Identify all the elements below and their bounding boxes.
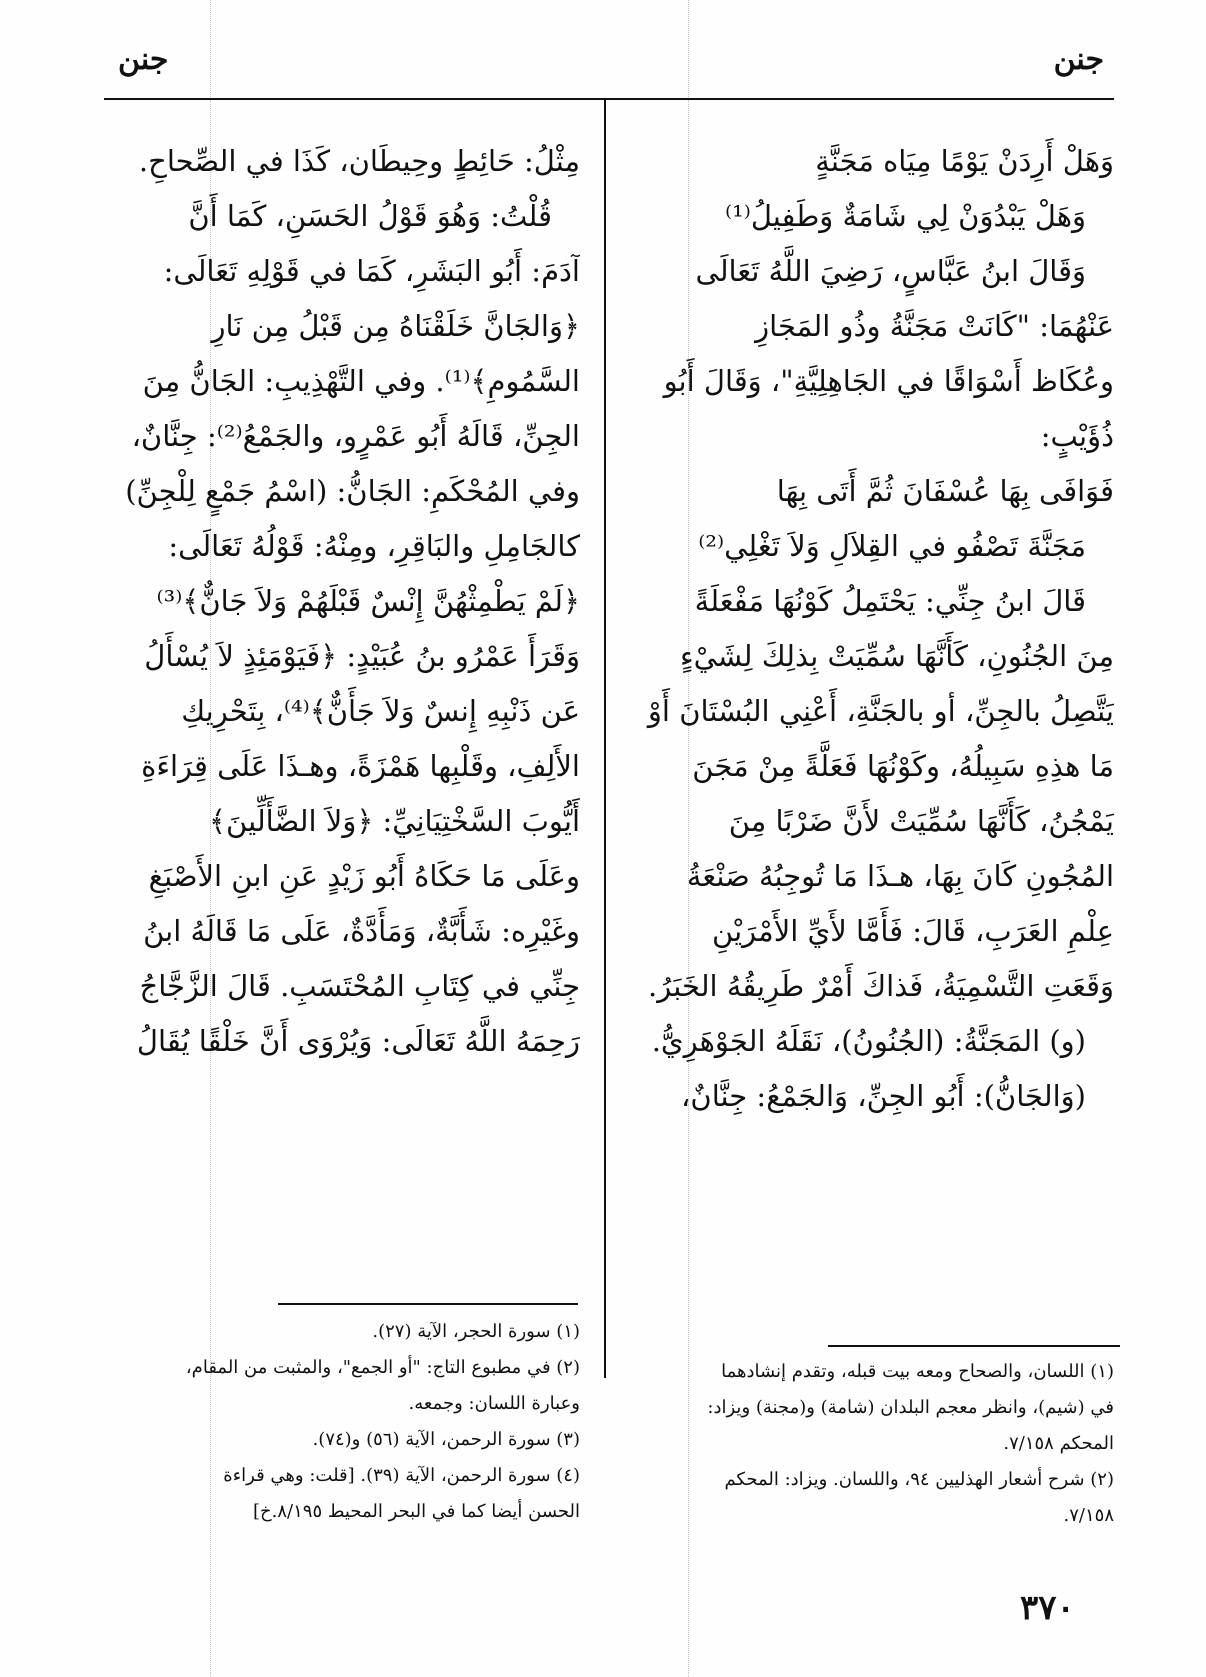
page-number: ٣٧٠ bbox=[1020, 1588, 1075, 1628]
text-line: فَوَافَى بِهَا عُسْفَانَ ثُمَّ أَتَى بِهَا bbox=[776, 474, 1114, 508]
footnote-line: (١) سورة الحجر، الآية (٢٧). bbox=[372, 1321, 580, 1342]
text-line: وغَيْرِه: شَأَبَّةٌ، وَمَأَدَّةٌ، عَلَى مَا قَالَهُ ابنُ bbox=[143, 914, 580, 948]
running-header-right: جنن bbox=[1053, 42, 1104, 77]
footnote-line: في (شيم)، وانظر معجم البلدان (شامة) و(مجنة) ويزاد: bbox=[707, 1397, 1114, 1418]
footnote-rule-left bbox=[278, 1303, 578, 1305]
text-line: وَهَلْ يَبْدُوَنْ لِي شَامَةٌ وَطَفِيلُ⁽¹⁾ bbox=[724, 199, 1086, 233]
text-line: مِثْلُ: حَائِطٍ وحِيطَان، كَذَا في الصِّحاحِ. bbox=[138, 144, 580, 178]
footnote-line: (٢) في مطبوع التاج: "أو الجمع"، والمثبت من المقام، bbox=[185, 1357, 580, 1378]
footnote-line: ٧/١٥٨. bbox=[1063, 1505, 1114, 1526]
text-line: وَهَلْ أَرِدَنْ يَوْمًا مِيَاه مَجَنَّةٍ bbox=[815, 144, 1114, 178]
text-line: (وَالجَانُّ): أَبُو الجِنِّ، وَالجَمْعُ: جِنَّانٌ، bbox=[681, 1079, 1086, 1113]
text-line: يَتَّصِلُ بالجِنِّ، أو بالجَنَّةِ، أَعْنِي البُسْتَانَ أَوْ bbox=[647, 694, 1114, 728]
text-line: مَجَنَّةَ تَصْفُو في القِلاَلِ وَلاَ تَغْلِي⁽²⁾ bbox=[698, 529, 1086, 563]
text-line: مِنَ الجُنُونِ، كَأَنَّهَا سُمِّيَتْ بِذلِكَ لِشَيْءٍ bbox=[680, 639, 1114, 673]
column-divider bbox=[604, 98, 606, 1378]
text-line: عِلْمِ العَرَبِ، قَالَ: فَأَمَّا لأَيِّ الأَمْرَيْنِ bbox=[712, 914, 1114, 948]
text-line: عَنْهُمَا: "كَانَتْ مَجَنَّةُ وذُو المَجَازِ bbox=[755, 309, 1114, 343]
footnote-rule-right bbox=[828, 1345, 1120, 1347]
text-line: آدَمَ: أَبُو البَشَرِ، كَمَا في قَوْلِهِ تَعَالَى: bbox=[163, 254, 580, 288]
text-line: أَيُّوبَ السَّخْتِيَانِيِّ: ﴿وَلاَ الضَّأَلِّينَ﴾ bbox=[209, 804, 580, 838]
right-footnotes bbox=[624, 1354, 1114, 1534]
text-line: وَقَعَتِ التَّسْمِيَةُ، فَذاكَ أَمْرٌ طَرِيقُهُ الخَبَرُ. bbox=[648, 969, 1114, 1003]
text-line: وَقَالَ ابنُ عَبَّاسٍ، رَضِيَ اللَّهُ تَعَالَى bbox=[695, 254, 1086, 288]
footnote-line: (٣) سورة الرحمن، الآية (٥٦) و(٧٤). bbox=[312, 1429, 580, 1450]
text-line: وَقَرَأَ عَمْرُو بنُ عُبَيْدٍ: ﴿فَيَوْمَئِذٍ لاَ يُسْأَلُ bbox=[144, 639, 580, 673]
text-line: مَا هذِهِ سَبِيلُهُ، وكَوْنُهَا فَعَلَّةً مِنْ مَجَنَ bbox=[692, 749, 1114, 783]
footnote-line: (٤) سورة الرحمن، الآية (٣٩). [قلت: وهي قراءة bbox=[223, 1465, 580, 1486]
left-column-text bbox=[110, 134, 580, 1069]
text-line: السَّمُومِ﴾⁽¹⁾. وفي التَّهْذِيبِ: الجَانُّ مِنَ bbox=[142, 364, 580, 398]
text-line: (و) المَجَنَّةُ: (الجُنُونُ)، نَقَلَهُ الجَوْهَرِيُّ. bbox=[651, 1024, 1086, 1058]
footnote-line: الحسن أيضا كما في البحر المحيط ٨/١٩٥.خ] bbox=[253, 1501, 580, 1522]
text-line: وعَلَى مَا حَكَاهُ أَبُو زَيْدٍ عَنِ ابنِ الأَصْبَغِ bbox=[148, 859, 580, 893]
footnote-line: المحكم ٧/١٥٨. bbox=[1003, 1433, 1114, 1454]
text-line: كالجَامِلِ والبَاقِرِ، ومِنْهُ: قَوْلُهُ تَعَالَى: bbox=[168, 529, 580, 563]
text-line: وعُكَاظ أَسْوَاقًا في الجَاهِلِيَّةِ"، وَقَالَ أَبُو bbox=[663, 364, 1114, 398]
text-line: الأَلِفِ، وقَلْبِها هَمْزَةً، وهـذَا عَلَى قِرَاءَةِ bbox=[141, 749, 580, 783]
text-line: جِنِّي في كِتَابِ المُحْتَسَبِ. قَالَ الزَّجَّاجُ bbox=[139, 969, 580, 1003]
right-column-text bbox=[626, 134, 1114, 1124]
left-footnotes bbox=[110, 1314, 580, 1530]
text-line: وفي المُحْكَمِ: الجَانُّ: (اسْمُ جَمْعٍ لِلْجِنِّ) bbox=[125, 474, 580, 508]
text-line: يَمْجُنُ، كَأَنَّهَا سُمِّيَتْ لأَنَّ ضَرْبًا مِنَ bbox=[728, 804, 1114, 838]
text-line: ﴿وَالجَانَّ خَلَقْنَاهُ مِن قَبْلُ مِن نَارِ bbox=[211, 309, 580, 343]
text-line: الجِنِّ، قَالَهُ أَبُو عَمْرٍو، والجَمْعُ⁽²⁾: جِنَّانٌ، bbox=[131, 419, 580, 453]
footnote-line: وعبارة اللسان: وجمعه. bbox=[408, 1393, 580, 1414]
text-line: قُلْتُ: وَهُوَ قَوْلُ الحَسَنِ، كَمَا أَنَّ bbox=[188, 199, 552, 233]
text-line: قَالَ ابنُ جِنِّي: يَحْتَمِلُ كَوْنُهَا مَفْعَلَةً bbox=[694, 584, 1086, 618]
text-line: رَحِمَهُ اللَّهُ تَعَالَى: وَيُرْوَى أَنَّ خَلْقًا يُقَالُ bbox=[136, 1024, 580, 1058]
running-header-left: جنن bbox=[118, 42, 169, 77]
text-line: ذُؤَيْبٍ: bbox=[1040, 419, 1114, 453]
text-line: عَن ذَنْبِهِ إِنسٌ وَلاَ جَأَنٌّ﴾⁽⁴⁾، بِتَحْرِيكِ bbox=[181, 694, 580, 728]
footnote-line: (١) اللسان، والصحاح ومعه بيت قبله، وتقدم إنشادهما bbox=[721, 1361, 1114, 1382]
text-line: المُجُونِ كَانَ بِهَا، هـذَا مَا تُوجِبُهُ صَنْعَةُ bbox=[686, 859, 1114, 893]
footnote-line: (٢) شرح أشعار الهذليين ٩٤، واللسان. ويزاد: المحكم bbox=[724, 1469, 1114, 1490]
text-line: ﴿لَمْ يَطْمِثْهُنَّ إِنْسٌ قَبْلَهُمْ وَلاَ جَانٌّ﴾⁽³⁾ bbox=[156, 584, 580, 618]
header-rule bbox=[104, 98, 1114, 100]
